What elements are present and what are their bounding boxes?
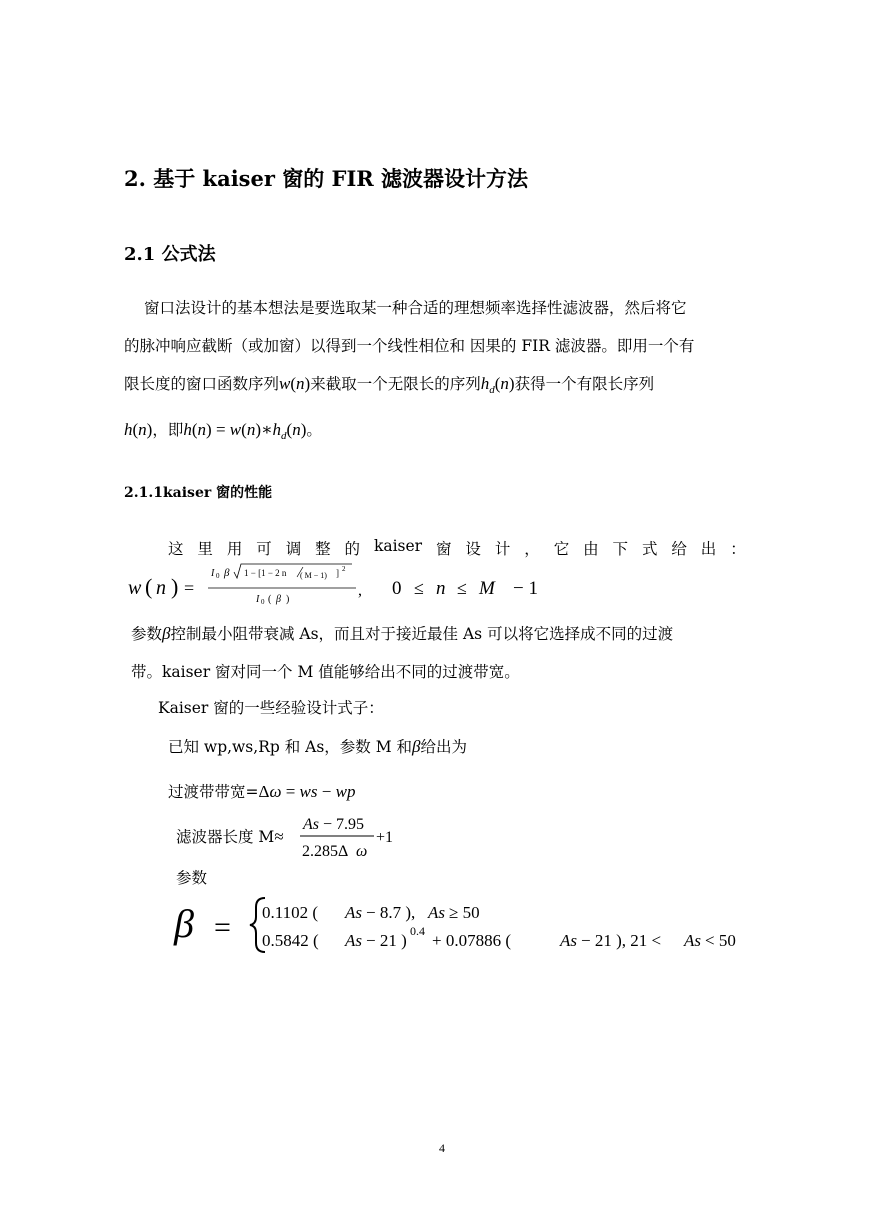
- formula-n: n: [138, 420, 147, 439]
- spread-token: ：: [730, 540, 746, 558]
- formula-range-0: 0: [392, 578, 402, 599]
- formula-paren-open: (: [145, 574, 153, 599]
- formula-exponent: 0.4: [410, 924, 425, 938]
- spread-token: 它: [553, 540, 570, 558]
- transition-line: [168, 780, 355, 802]
- formula-h: h: [272, 420, 282, 439]
- formula-beta: β: [412, 737, 421, 756]
- formula-beta: β: [162, 624, 171, 643]
- formula-den-close: ): [286, 594, 290, 605]
- formula-case2-c: + 0.07886 (: [432, 931, 511, 950]
- formula-paren: (: [241, 420, 247, 439]
- section-heading: 2. 基于 kaiser 窗的 FIR 滤波器设计方法: [124, 166, 529, 191]
- formula-sub-0: 0: [216, 572, 220, 580]
- formula-sub-d: d: [281, 430, 287, 443]
- para1-line3-b: 来截取一个无限长的序列: [310, 375, 481, 393]
- spread-token: 出: [700, 540, 717, 558]
- para2-line2: [131, 622, 673, 644]
- formula-length-den: 2.285Δ: [302, 843, 349, 860]
- formula-length-num: − 7.95: [323, 816, 365, 833]
- formula-paren: (: [132, 420, 139, 439]
- formula-paren: ): [508, 374, 515, 393]
- beta-formula: [170, 893, 770, 957]
- formula-omega: ω: [269, 782, 282, 801]
- formula-w: w: [229, 420, 242, 439]
- formula-bracket-close: ]: [336, 568, 339, 578]
- spread-token: 可: [256, 540, 272, 558]
- formula-range-M: M: [479, 578, 495, 599]
- formula-equals-big: =: [214, 911, 231, 944]
- para1-line3: [124, 372, 654, 396]
- spread-token: 的: [344, 540, 361, 558]
- para2-line3: 带。kaiser 窗对同一个 M 值能够给出不同的过渡带宽。: [131, 663, 520, 681]
- formula-case2-e: < 50: [705, 931, 736, 950]
- formula-paren-close: ): [171, 574, 179, 599]
- para1-line2: 的脉冲响应截断（或加窗）以得到一个线性相位和 因果的 FIR 滤波器。即用一个有: [124, 337, 695, 355]
- length-label-text: 滤波器长度 M: [176, 828, 275, 846]
- formula-n: n: [500, 374, 509, 393]
- formula-paren: (: [191, 420, 198, 439]
- formula-case2-a: 0.5842 (: [262, 931, 319, 950]
- param-label: 参数: [176, 869, 208, 887]
- formula-comma: ,: [358, 582, 362, 599]
- formula-length-tail: +1: [376, 829, 394, 846]
- formula-w-n: w: [279, 374, 291, 393]
- spread-token: ，: [524, 540, 540, 558]
- para2-line2-a: 参数: [131, 625, 163, 643]
- window-formula: [126, 561, 686, 605]
- formula-den-beta: (: [268, 594, 272, 605]
- formula-w: w: [128, 577, 142, 599]
- formula-range-minus-1: − 1: [513, 578, 538, 599]
- para1-line4: [124, 418, 322, 442]
- formula-n: n: [296, 374, 305, 393]
- formula-convolve: ∗: [260, 420, 273, 439]
- spread-token: 计: [494, 540, 511, 558]
- para2-line1: [168, 537, 746, 559]
- formula-As: As: [684, 931, 701, 950]
- formula-n: n: [292, 420, 301, 439]
- para1-line4-sep: ，即: [152, 421, 184, 439]
- formula-delta: Δ: [258, 782, 270, 801]
- formula-paren: (: [286, 420, 293, 439]
- formula-equals: =: [184, 578, 195, 598]
- para1-line4-end: 。: [306, 421, 322, 439]
- formula-case1-c: ≥ 50: [449, 903, 480, 922]
- spread-token: 给: [671, 540, 687, 558]
- spread-token: 整: [315, 540, 331, 558]
- spread-token: 这: [168, 540, 184, 558]
- rules-known-a: 已知 wp,ws,Rp 和 As，参数 M 和: [168, 738, 413, 756]
- formula-minus: −: [317, 782, 336, 801]
- transition-label: 过渡带带宽=: [168, 783, 259, 801]
- formula-beta: β: [224, 567, 230, 579]
- formula-n: n: [197, 420, 207, 439]
- formula-beta-den: β: [276, 594, 281, 605]
- formula-paren: ): [304, 374, 311, 393]
- length-label: [176, 825, 284, 847]
- formula-paren: ): [206, 420, 212, 439]
- formula-range-n: n: [436, 578, 446, 599]
- formula-le2: ≤: [457, 578, 467, 598]
- formula-case2-b: − 21 ): [366, 931, 407, 950]
- formula-n: n: [156, 577, 166, 599]
- formula-sqrt-content: 1 − [1 − 2 n: [244, 568, 287, 578]
- spread-token: 窗: [436, 540, 452, 558]
- formula-paren: ): [146, 420, 153, 439]
- formula-case2-d: − 21 ), 21 <: [581, 931, 662, 950]
- formula-paren: ): [255, 420, 261, 439]
- formula-sub-0-den: 0: [261, 598, 265, 605]
- rules-known-b: 给出为: [420, 738, 467, 756]
- para2-line2-b: 控制最小阻带衰减 As，而且对于接近最佳 As 可以将它选择成不同的过渡: [170, 625, 674, 643]
- formula-le: ≤: [414, 578, 424, 598]
- formula-equals: =: [211, 420, 230, 439]
- formula-beta-big: β: [174, 901, 194, 946]
- spread-token: 设: [465, 540, 481, 558]
- subsubsection-heading: 2.1.1kaiser 窗的性能: [124, 485, 273, 501]
- formula-sub-d: d: [489, 384, 495, 397]
- formula-m-minus-1: ( M − 1): [300, 571, 327, 580]
- formula-n: n: [246, 420, 256, 439]
- subsection-heading: 2.1 公式法: [124, 244, 216, 265]
- formula-As: As: [345, 903, 362, 922]
- para1-line3-a: 限长度的窗口函数序列: [124, 375, 280, 393]
- spread-token: 下: [612, 540, 629, 558]
- formula-wp: wp: [335, 782, 356, 801]
- formula-paren: (: [494, 374, 501, 393]
- spread-token: kaiser: [373, 537, 423, 555]
- para1-line1: 窗口法设计的基本想法是要选取某一种合适的理想频率选择性滤波器，然后将它: [144, 299, 687, 317]
- formula-paren: (: [290, 374, 297, 393]
- formula-I0-den: I: [256, 594, 260, 605]
- formula-h-n: h: [124, 420, 133, 439]
- spread-token: 由: [583, 540, 599, 558]
- rules-known: [168, 735, 467, 757]
- formula-As: As: [428, 903, 445, 922]
- spread-token: 里: [197, 540, 213, 558]
- length-formula: [298, 811, 408, 861]
- para1-line3-c: 获得一个有限长序列: [514, 375, 655, 393]
- formula-ws: ws: [299, 782, 318, 801]
- formula-h: h: [183, 420, 192, 439]
- formula-case1-a: 0.1102 (: [262, 903, 319, 922]
- formula-As: As: [345, 931, 362, 950]
- formula-As: As: [303, 816, 319, 833]
- rules-intro: Kaiser 窗的一些经验设计式子：: [158, 699, 384, 717]
- formula-As: As: [560, 931, 577, 950]
- formula-equals: =: [281, 782, 300, 801]
- formula-square: 2: [342, 565, 346, 573]
- formula-I0: I: [211, 568, 215, 579]
- spread-token: 调: [285, 540, 302, 558]
- formula-omega: ω: [356, 843, 368, 860]
- spread-token: 用: [226, 540, 243, 558]
- page-number: 4: [439, 1141, 445, 1155]
- formula-h: h: [480, 374, 490, 393]
- spread-token: 式: [641, 540, 658, 558]
- formula-approx: ≈: [274, 827, 284, 846]
- formula-paren: ): [300, 420, 307, 439]
- formula-case1-b: − 8.7 ),: [366, 903, 416, 922]
